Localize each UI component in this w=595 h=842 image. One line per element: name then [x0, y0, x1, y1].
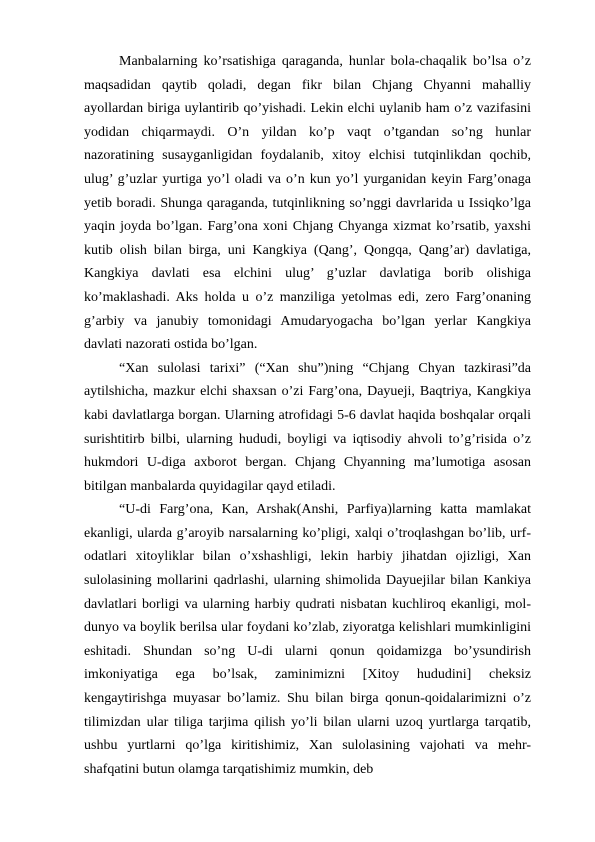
- document-page: [84, 50, 531, 781]
- paragraph-3: “U-di Farg’ona, Kan, Arshak(Anshi, Parfiya)larning katta mamlakat ekanligi, ularda g’aroyib narsalarning ko’pligi, xalqi o’troqlashgan bo’lib, urf-odatlari xitoyliklar bilan o’xshashligi, lekin harbiy jihatdan ojizligi, Xan sulolasining mollarini qadrlashi, ularning shimolida Dayuejilar bilan Kankiya davlatlari borligi va ularning harbiy qudrati nisbatan kuchliroq ekanligi, mol-dunyo va boylik berilsa ular foydani ko’zlab, ziyoratga kelishlari mumkinligini eshitadi. Shundan so’ng U-di ularni qonun qoidamizga bo’ysundirish imkoniyatiga ega bo’lsak, zaminimizni [Xitoy hududini] cheksiz kengaytirishga muyasar bo’lamiz. Shu bilan birga qonun-qoidalarimizni o’z tilimizdan ular tiliga tarjima qilish yo’li bilan ularni uzoq yurtlarga tarqatib, ushbu yurtlarni qo’lga kiritishimiz, Xan sulolasining vajohati va mehr-shafqatini butun olamga tarqatishimiz mumkin, deb: [84, 502, 531, 777]
- paragraph-1: Manbalarning ko’rsatishiga qaraganda, hunlar bola-chaqalik bo’lsa o’z maqsadidan qaytib qoladi, degan fikr bilan Chjang Chyanni mahalliy ayollardan biriga uylantirib qo’yishadi. Lekin elchi uylanib ham o’z vazifasini yodidan chiqarmaydi. O’n yildan ko’p vaqt o’tgandan so’ng hunlar nazoratining susayganligidan foydalanib, xitoy elchisi tutqinlikdan qochib, ulug’ g’uzlar yurtiga yo’l oladi va o’n kun yo’l yurganidan keyin Farg’onaga yetib boradi. Shunga qaraganda, tutqinlikning so’nggi davrlarida u Issiqko’lga yaqin joyda bo’lgan. Farg’ona xoni Chjang Chyanga xizmat ko’rsatib, yaxshi kutib olish bilan birga, uni Kangkiya (Qang’, Qongqa, Qang’ar) davlatiga, Kangkiya davlati esa elchini ulug’ g’uzlar davlatiga borib olishiga ko’maklashadi. Aks holda u o’z manziliga yetolmas edi, zero Farg’onaning g’arbiy va janubiy tomonidagi Amudaryogacha bo’lgan yerlar Kangkiya davlati nazorati ostida bo’lgan.: [84, 54, 531, 353]
- paragraph-2: “Xan sulolasi tarixi” (“Xan shu”)ning “Chjang Chyan tazkirasi”da aytilshicha, mazkur elchi shaxsan o’zi Farg’ona, Dayueji, Baqtriya, Kangkiya kabi davlatlarga borgan. Ularning atrofidagi 5-6 davlat haqida boshqalar orqali surishtitirb bilbi, ularning hududi, boyligi va iqtisodiy ahvoli to’g’risida o’z hukmdori U-diga axborot bergan. Chjang Chyanning ma’lumotiga asosan bitilgan manbalarda quyidagilar qayd etiladi.: [84, 360, 531, 494]
